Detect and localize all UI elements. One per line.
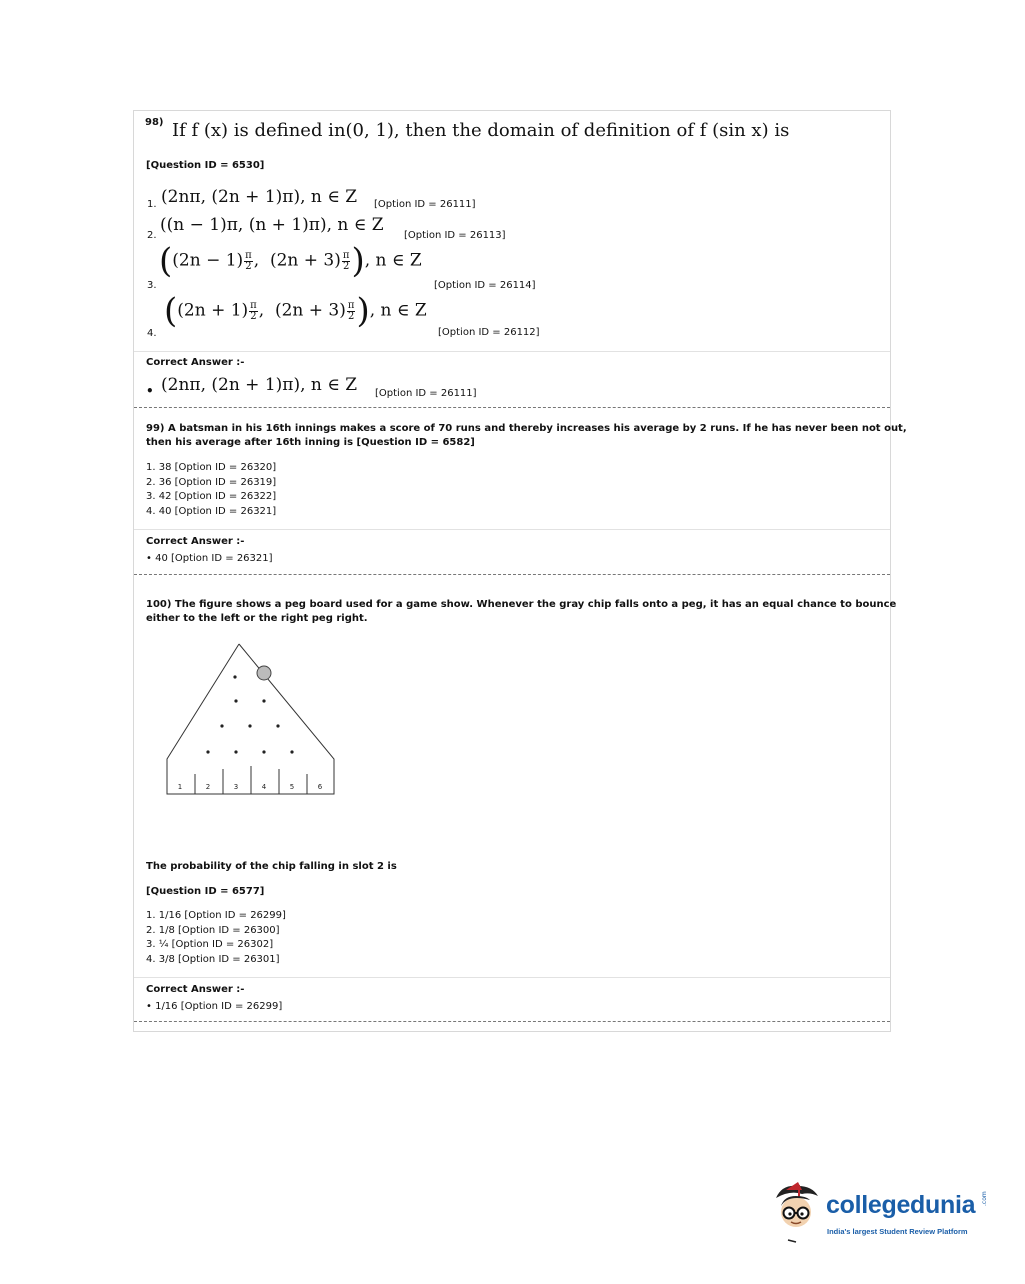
q100-option-3: 3. ¼ [Option ID = 26302] — [146, 939, 274, 951]
peg — [220, 724, 223, 727]
q98-correct-label: Correct Answer :- — [146, 357, 245, 368]
gray-chip — [257, 666, 271, 680]
peg — [233, 675, 236, 678]
peg-board-left-edge — [167, 644, 239, 779]
q100-correct-label: Correct Answer :- — [146, 984, 245, 995]
peg — [290, 750, 293, 753]
q100-option-4: 4. 3/8 [Option ID = 26301] — [146, 953, 280, 965]
q98-correct-answer: (2nπ, (2n + 1)π), n ∈ Z — [161, 375, 358, 395]
peg — [248, 724, 251, 727]
q99-option-3: 3. 42 [Option ID = 26322] — [146, 491, 277, 503]
q99-option-1: 1. 38 [Option ID = 26320] — [146, 462, 277, 473]
q100-option-2: 2. 1/8 [Option ID = 26300] — [146, 924, 280, 936]
peg — [276, 724, 279, 727]
peg-board-figure — [159, 636, 369, 801]
q99-option-4: 4. 40 [Option ID = 26321] — [146, 505, 277, 517]
q100-question-id: [Question ID = 6577] — [146, 886, 265, 897]
q100-prompt: The probability of the chip falling in slot 2 is — [146, 861, 397, 872]
question-card: 98) If f (x) is defined in(0, 1), then the domain of definition of f (sin x) is [Question ID = 6530] 1. (2nπ, (2n + 1)π), n ∈ Z [Option ID = 26111] 2. ((n − 1)π, (n + 1)π), n ∈ Z [Option ID = 26113] 3. ((2n − 1) $\frac{\pi}{2}$ , (2n + 3) $\frac{\pi}{2}$ ), n ∈ Z [Option ID = 26114] 4. ((2n + 1) $\frac{\pi}{2}$ , (2n + 3) $\frac{\pi}{2}$ ), n ∈ Z [Option ID = 26112] Correct Answer :- • (2nπ, (2n + 1)π), n ∈ Z [Option ID = 26111] 99) A batsman in his 16th innings makes a score of 70 runs and thereby increases his average by 2 runs. If he has never been not out, then his average after 16th inning is [Question ID = 6582] 1. 38 [Option ID = 26320] 2. 36 [Option ID = 26319] 3. 42 [Option ID = 26322] 4. 40 [Option ID = 26321] Correct Answer :- • 40 [Option ID = 26321] 100) The figure shows a peg board used for a game show. Whenever the gray chip falls onto a peg, it has an equal chance to bounce either to the left or the right peg right. 1 2 3 4 5 6 The probability of the chip falling in slot 2 is [Question ID = 6577] 1. 1/16 [Option ID = 26299] 2. 1/8 [Option ID = 26300] 3. ¼ [Option ID = 26302] 4. 3/8 [Option ID = 26301] Correct Answer :- • 1/16 [Option ID = 26299] — [133, 110, 891, 1032]
q99-correct-label: Correct Answer :- — [146, 536, 245, 547]
q99-text-line1: 99) A batsman in his 16th innings makes a score of 70 runs and thereby increases his average by 2 runs. If he has never been not out, — [146, 423, 907, 434]
slot-label-6: 6 — [317, 783, 323, 791]
peg — [206, 750, 209, 753]
q98-text: If f (x) is defined in(0, 1), then the domain of definition of f (sin x) is — [172, 120, 790, 141]
q99-option-2: 2. 36 [Option ID = 26319] — [146, 476, 277, 488]
q100-text-line2: either to the left or the right peg right. — [146, 613, 368, 624]
mascot-icon — [768, 1178, 826, 1246]
peg — [262, 699, 265, 702]
collegedunia-logo — [768, 1178, 998, 1248]
peg — [262, 750, 265, 753]
q98-correct-id: [Option ID = 26111] — [375, 388, 477, 399]
slot-label-4: 4 — [261, 783, 267, 791]
q99-correct-answer: • 40 [Option ID = 26321] — [146, 553, 273, 564]
q100-option-1: 1. 1/16 [Option ID = 26299] — [146, 910, 286, 921]
q99-text-line2: then his average after 16th inning is [Question ID = 6582] — [146, 437, 475, 448]
slot-label-2: 2 — [205, 783, 211, 791]
q99-options — [146, 461, 276, 519]
brand-tagline: India's largest Student Review Platform — [827, 1227, 968, 1236]
slot-label-3: 3 — [233, 783, 239, 791]
q100-text-line1: 100) The figure shows a peg board used for a game show. Whenever the gray chip falls onto a peg, it has an equal chance to bounce — [146, 599, 897, 610]
slot-label-1: 1 — [177, 783, 183, 791]
q100-correct-answer: • 1/16 [Option ID = 26299] — [146, 1001, 283, 1012]
q98-correct-bullet: • — [146, 384, 154, 398]
peg — [234, 699, 237, 702]
q98-question-id: [Question ID = 6530] — [146, 160, 265, 171]
brand-name: collegedunia — [826, 1191, 976, 1219]
q98-number: 98) — [145, 117, 164, 128]
peg — [234, 750, 237, 753]
q100-options — [146, 909, 286, 967]
brand-suffix: .com — [981, 1191, 988, 1206]
slot-label-5: 5 — [289, 783, 295, 791]
